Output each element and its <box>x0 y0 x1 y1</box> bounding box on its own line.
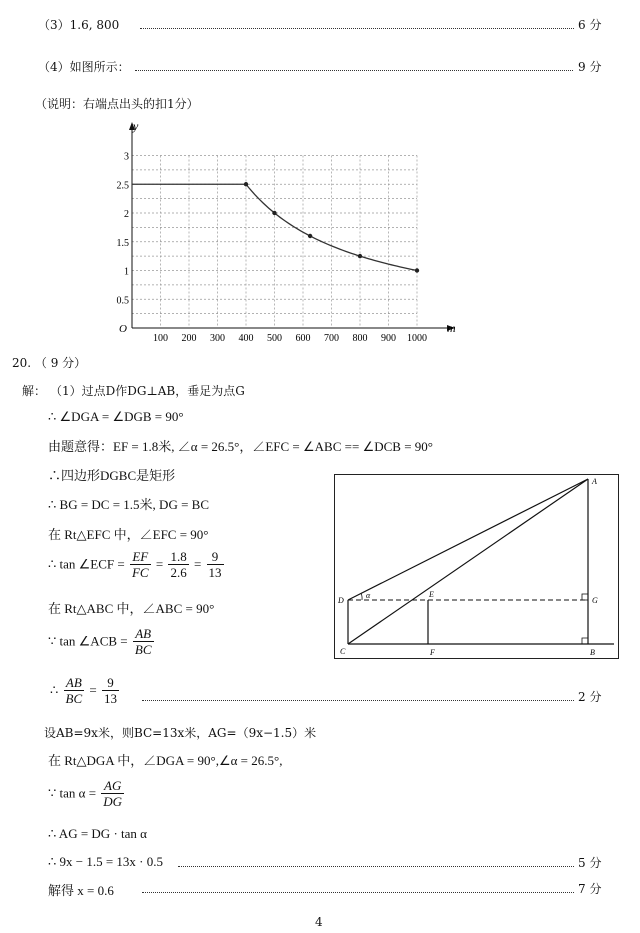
step-14: ∴ AG = DG · tan α <box>48 826 147 841</box>
therefore-sign: ∴ <box>50 682 59 698</box>
y-tick-labels <box>117 152 130 307</box>
tan-ecf-label: ∴ tan ∠ECF = <box>48 556 125 572</box>
y-axis-label: y <box>133 119 139 133</box>
numerator: EF <box>130 549 151 565</box>
label-f: F <box>430 648 435 657</box>
numerator: 1.8 <box>170 549 187 564</box>
fraction-1.8-2.6 <box>168 549 188 580</box>
step-7 <box>48 549 226 580</box>
x-tick-label: 900 <box>381 333 396 344</box>
numerator: 9 <box>102 675 119 691</box>
label-alpha: α <box>366 591 371 600</box>
y-tick-label: 2 <box>124 209 129 220</box>
fraction-9-13 <box>102 675 119 706</box>
step-10 <box>50 675 121 706</box>
score-5: 5 分 <box>578 856 602 870</box>
right-angle-b <box>582 638 588 644</box>
denominator: DG <box>103 794 123 809</box>
tan-acb-label: ∵ tan ∠ACB = <box>48 633 128 649</box>
leader-dots <box>178 866 574 867</box>
x-tick-labels <box>153 333 427 344</box>
label-g: G <box>592 596 598 605</box>
answer-4: （4）如图所示： <box>38 60 130 74</box>
origin-label: O <box>119 323 127 335</box>
score-3: 6 分 <box>578 18 602 32</box>
step-3: 由题意得：EF = 1.8米, ∠α = 26.5°，∠EFC = ∠ABC == ∠DCB = 90° <box>48 439 433 454</box>
page-number: 4 <box>315 915 323 929</box>
step-12: 在 Rt△DGA 中，∠DGA = 90°,∠α = 26.5°, <box>48 753 283 768</box>
step-1: （1）过点D作DG⊥AB，垂足为点G <box>50 384 245 398</box>
x-tick-label: 700 <box>324 333 339 344</box>
y-tick-label: 0.5 <box>116 295 129 307</box>
x-tick-label: 500 <box>267 333 282 344</box>
segment-da <box>348 479 588 600</box>
answer-3: （3）1.6, 800 <box>38 18 120 32</box>
label-c: C <box>340 647 346 656</box>
x-axis-label: m <box>447 321 456 335</box>
equals-sign: = <box>193 556 202 572</box>
step-13 <box>48 778 126 809</box>
fraction-ef-fc <box>130 549 151 580</box>
denominator: 13 <box>208 565 222 580</box>
step-11: 设AB=9x米，则BC=13x米，AG=（9x−1.5）米 <box>44 726 317 740</box>
denominator: 13 <box>104 691 117 706</box>
question-header: 20. （ 9 分） <box>12 356 87 370</box>
leader-dots <box>140 28 574 29</box>
fraction-ab-bc <box>64 675 85 706</box>
leader-dots <box>142 892 574 893</box>
denominator: 2.6 <box>170 565 187 580</box>
score-4: 9 分 <box>578 60 602 74</box>
label-a: A <box>592 477 597 486</box>
step-15: ∴ 9x − 1.5 = 13x · 0.5 <box>48 854 164 869</box>
solution-prefix: 解： <box>22 384 47 398</box>
x-tick-label: 300 <box>210 333 225 344</box>
x-tick-label: 600 <box>295 333 311 344</box>
fraction-ag-dg <box>101 778 124 809</box>
equals-sign: = <box>155 556 164 572</box>
x-tick-label: 200 <box>181 333 197 344</box>
score-7: 7 分 <box>578 882 602 896</box>
y-tick-label: 1.5 <box>116 237 129 249</box>
segment-ca <box>348 479 588 644</box>
angle-alpha-arc <box>361 593 362 600</box>
right-angle-g <box>582 594 588 600</box>
data-point <box>244 182 248 186</box>
x-tick-label: 1000 <box>407 333 427 344</box>
leader-dots <box>142 700 574 701</box>
y-tick-label: 2.5 <box>116 180 129 192</box>
step-6: 在 Rt△EFC 中，∠EFC = 90° <box>48 527 209 542</box>
y-tick-label: 3 <box>124 151 129 163</box>
fraction-ab-bc <box>133 626 154 657</box>
grid-horizontal <box>132 156 417 314</box>
equals-sign: = <box>89 682 97 698</box>
step-9 <box>48 626 156 657</box>
numerator: 9 <box>207 549 224 565</box>
x-tick-label: 800 <box>352 333 368 344</box>
step-2: ∴ ∠DGA = ∠DGB = 90° <box>48 409 184 424</box>
step-8: 在 Rt△ABC 中，∠ABC = 90° <box>48 601 215 616</box>
data-point <box>308 234 312 238</box>
step-16: 解得 x = 0.6 <box>48 883 114 898</box>
x-tick-label: 100 <box>153 333 168 344</box>
data-point <box>358 254 362 258</box>
denominator: BC <box>65 691 83 706</box>
scoring-note: （说明：右端点出头的扣1分） <box>35 97 199 111</box>
x-tick-label: 400 <box>238 333 254 344</box>
numerator: AG <box>101 778 124 794</box>
numerator: AB <box>133 626 154 642</box>
score-2: 2 分 <box>578 690 602 704</box>
denominator: FC <box>131 565 149 580</box>
numerator: AB <box>64 675 85 691</box>
label-d: D <box>338 596 344 605</box>
step-4: ∴四边形DGBC是矩形 <box>48 468 176 483</box>
geometry-figure <box>334 474 624 660</box>
leader-dots <box>135 70 573 71</box>
data-point <box>272 211 276 215</box>
figure-frame <box>335 475 619 659</box>
label-e: E <box>429 590 434 599</box>
y-tick-label: 1 <box>124 266 129 278</box>
tan-alpha-label: ∵ tan α = <box>48 785 97 801</box>
fraction-9-13 <box>207 549 224 580</box>
function-graph <box>105 118 465 344</box>
denominator: BC <box>134 642 152 657</box>
label-b: B <box>590 648 595 657</box>
data-point <box>415 268 419 272</box>
step-5: ∴ BG = DC = 1.5米, DG = BC <box>48 497 210 512</box>
